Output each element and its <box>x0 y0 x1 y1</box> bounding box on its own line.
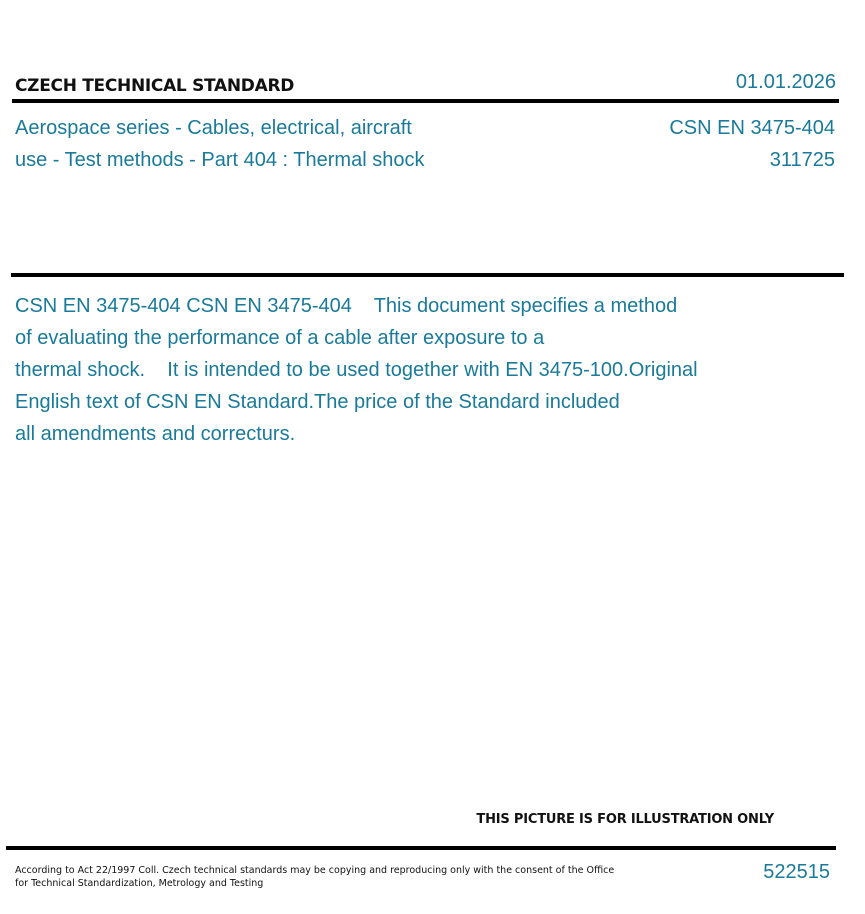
description-line: thermal shock. It is intended to be used together with EN 3475-100.Original <box>15 359 698 381</box>
description-line: English text of CSN EN Standard.The price of the Standard included <box>15 391 620 413</box>
title-divider <box>11 273 844 277</box>
description-line: CSN EN 3475-404 CSN EN 3475-404 This document specifies a method <box>15 295 678 317</box>
illustration-disclaimer: THIS PICTURE IS FOR ILLUSTRATION ONLY <box>476 812 774 827</box>
document-title-line-1: Aerospace series - Cables, electrical, aircraft <box>15 117 412 139</box>
effective-date: 01.01.2026 <box>735 71 836 93</box>
description-line: of evaluating the performance of a cable after exposure to a <box>15 327 545 349</box>
description-line: all amendments and correcturs. <box>15 423 296 445</box>
document-title-line-2: use - Test methods - Part 404 : Thermal shock <box>15 149 425 171</box>
legal-note <box>15 864 614 890</box>
description-block <box>15 290 755 450</box>
legal-note-line-2: for Technical Standardization, Metrology and Testing <box>15 878 264 889</box>
class-number: 311725 <box>769 149 835 171</box>
standard-type-label: CZECH TECHNICAL STANDARD <box>15 76 295 96</box>
footer-divider <box>6 846 836 850</box>
legal-note-line-1: According to Act 22/1997 Coll. Czech technical standards may be copying and reproducing only with the consent of the Office <box>15 865 615 876</box>
header-divider <box>12 99 839 103</box>
document-number: 522515 <box>763 861 830 883</box>
standard-code: CSN EN 3475-404 <box>669 117 835 139</box>
